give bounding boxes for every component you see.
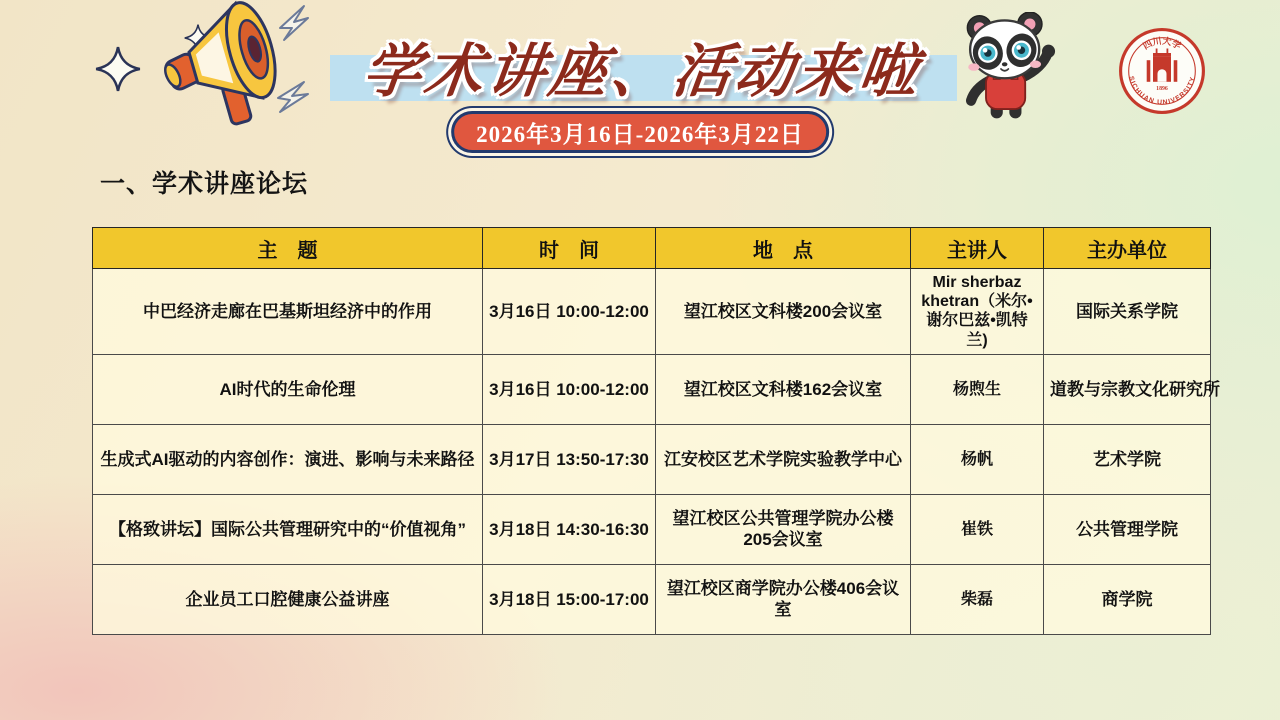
section-heading: 一、学术讲座论坛 — [100, 170, 309, 198]
cell-location: 望江校区文科楼200会议室 — [656, 269, 911, 355]
date-range-text: 2026年3月16日-2026年3月22日 — [476, 121, 804, 147]
cell-time: 3月17日 13:50-17:30 — [483, 424, 656, 494]
col-header-speaker: 主讲人 — [911, 228, 1044, 269]
date-badge — [451, 111, 829, 153]
table-row — [93, 564, 1211, 634]
cell-topic: 企业员工口腔健康公益讲座 — [93, 564, 483, 634]
cell-time: 3月16日 10:00-12:00 — [483, 269, 656, 355]
seal-year-text: 1896 — [1156, 85, 1168, 92]
sparkle-icon — [95, 46, 141, 92]
cell-time: 3月16日 10:00-12:00 — [483, 354, 656, 424]
cell-location: 望江校区文科楼162会议室 — [656, 354, 911, 424]
cell-topic: 【格致讲坛】国际公共管理研究中的“价值视角” — [93, 494, 483, 564]
cell-topic: 生成式AI驱动的内容创作：演进、影响与未来路径 — [93, 424, 483, 494]
university-seal — [1117, 26, 1207, 116]
cell-organizer: 商学院 — [1044, 564, 1211, 634]
cell-speaker: 崔铁 — [911, 494, 1044, 564]
table-row — [93, 269, 1211, 355]
table-row — [93, 354, 1211, 424]
cell-organizer: 艺术学院 — [1044, 424, 1211, 494]
cell-time: 3月18日 15:00-17:00 — [483, 564, 656, 634]
seal-chinese-text: 四川大学 — [1141, 35, 1183, 52]
cell-speaker: 杨煦生 — [911, 354, 1044, 424]
page-title: 学术讲座、活动来啦 — [359, 37, 926, 105]
table-row — [93, 424, 1211, 494]
cell-organizer: 公共管理学院 — [1044, 494, 1211, 564]
col-header-location: 地 点 — [656, 228, 911, 269]
cell-organizer: 道教与宗教文化研究所 — [1044, 354, 1211, 424]
cell-location: 江安校区艺术学院实验教学中心 — [656, 424, 911, 494]
cell-location: 望江校区公共管理学院办公楼205会议室 — [656, 494, 911, 564]
cell-speaker: 杨帆 — [911, 424, 1044, 494]
cell-location: 望江校区商学院办公楼406会议室 — [656, 564, 911, 634]
col-header-time: 时 间 — [483, 228, 656, 269]
cell-time: 3月18日 14:30-16:30 — [483, 494, 656, 564]
cell-organizer: 国际关系学院 — [1044, 269, 1211, 355]
col-header-topic: 主 题 — [93, 228, 483, 269]
megaphone-icon — [158, 0, 310, 136]
cell-speaker: 柴磊 — [911, 564, 1044, 634]
col-header-organizer: 主办单位 — [1044, 228, 1211, 269]
cell-topic: AI时代的生命伦理 — [93, 354, 483, 424]
table-row — [93, 494, 1211, 564]
table-body — [93, 269, 1220, 635]
lightning-icon — [278, 6, 308, 112]
seal-english-text: SICHUAN UNIVERSITY — [1127, 75, 1197, 107]
table-header — [93, 228, 1211, 269]
cell-speaker: Mir sherbaz khetran（米尔•谢尔巴兹•凯特兰) — [911, 269, 1044, 355]
cell-topic: 中巴经济走廊在巴基斯坦经济中的作用 — [93, 269, 483, 355]
panda-mascot-icon — [948, 12, 1066, 124]
lectures-table — [92, 227, 1220, 635]
